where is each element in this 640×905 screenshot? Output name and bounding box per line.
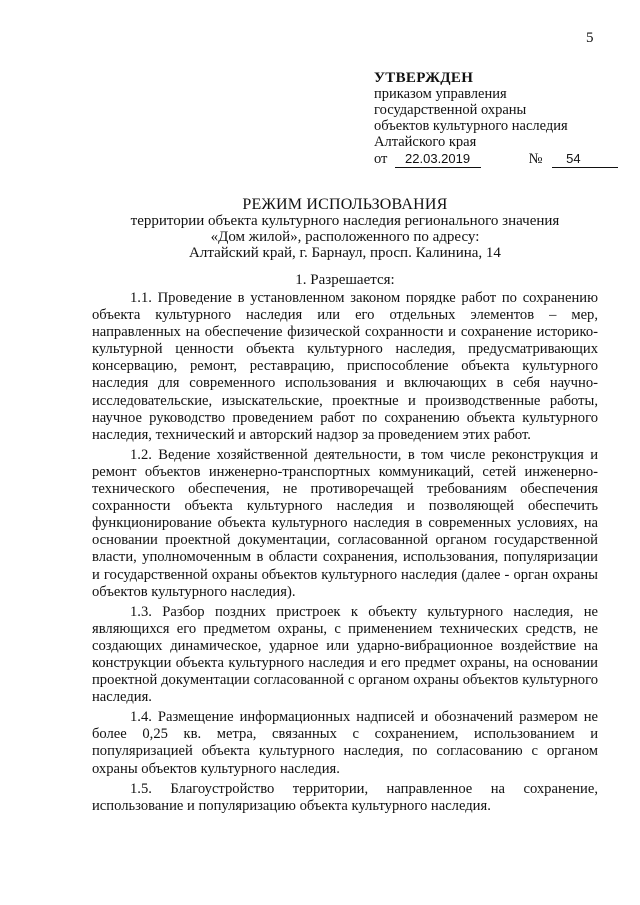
approval-date-row (374, 151, 614, 168)
title-line: территории объекта культурного наследия регионального значения (130, 213, 560, 229)
paragraph-1-4: 1.4. Размещение информационных надписей и обозначений размером не более 0,25 кв. метра, связанных с сохранением, использованием и популяризацией объекта культурного наследия, по согласованию с органом охраны объектов культурного наследия. (92, 709, 598, 777)
document-body (92, 290, 598, 818)
date-prefix: от (374, 151, 388, 167)
title-line: «Дом жилой», расположенного по адресу: (210, 229, 480, 245)
approval-line: приказом управления (374, 86, 507, 102)
paragraph-1-2: 1.2. Ведение хозяйственной деятельности, в том числе реконструкция и ремонт объектов инженерно-транспортных коммуникаций, сетей инженерно-технического обеспечения, не противоречащей требованиям обеспечения сохранности объекта культурного наследия и позволяющей обеспечить функционирование объекта культурного наследия в современных условиях, на основании проектной документации, согласованной органом государственной власти, уполномоченным в области сохранения, использования, популяризации и государственной охраны объектов культурного наследия (далее - орган охраны объектов культурного наследия). (92, 446, 598, 600)
title-main: РЕЖИМ ИСПОЛЬЗОВАНИЯ (242, 196, 448, 213)
approval-number: 54 (552, 151, 618, 168)
title-line: Алтайский край, г. Барнаул, просп. Калинина, 14 (189, 245, 501, 261)
approval-stamp (374, 70, 614, 168)
page-number: 5 (586, 30, 594, 46)
approval-line: Алтайского края (374, 134, 477, 150)
paragraph-1-3: 1.3. Разбор поздних пристроек к объекту культурного наследия, не являющихся его предметом охраны, с применением технических средств, не создающих динамическое, ударное или ударно-вибрационное воздействие на конструкции объекта культурного наследия и его предмет охраны, на основании проектной документации согласованной с органом охраны объектов культурного наследия. (92, 603, 598, 706)
document-title (60, 197, 630, 261)
approval-line: объектов культурного наследия (374, 118, 568, 134)
paragraph-1-1: 1.1. Проведение в установленном законом порядке работ по сохранению объекта культурного наследия или его отдельных элементов – мер, направленных на обеспечение физической сохранности и сохранение историко-культурной ценности объекта культурного наследия, предусматривающих консервацию, ремонт, реставрацию, приспособление объекта культурного наследия для современного использования и включающих в себя научно-исследовательские, изыскательские, проектные и производственные работы, научное руководство проведением работ по сохранению объекта культурного наследия, технический и авторский надзор за проведением этих работ. (92, 290, 598, 443)
number-label: № (528, 151, 543, 167)
approval-date: 22.03.2019 (395, 151, 481, 168)
approval-heading: УТВЕРЖДЕН (374, 70, 474, 86)
approval-line: государственной охраны (374, 102, 527, 118)
paragraph-1-5: 1.5. Благоустройство территории, направленное на сохранение, использование и популяризацию объекта культурного наследия. (92, 780, 598, 814)
section-heading: 1. Разрешается: (295, 272, 395, 288)
